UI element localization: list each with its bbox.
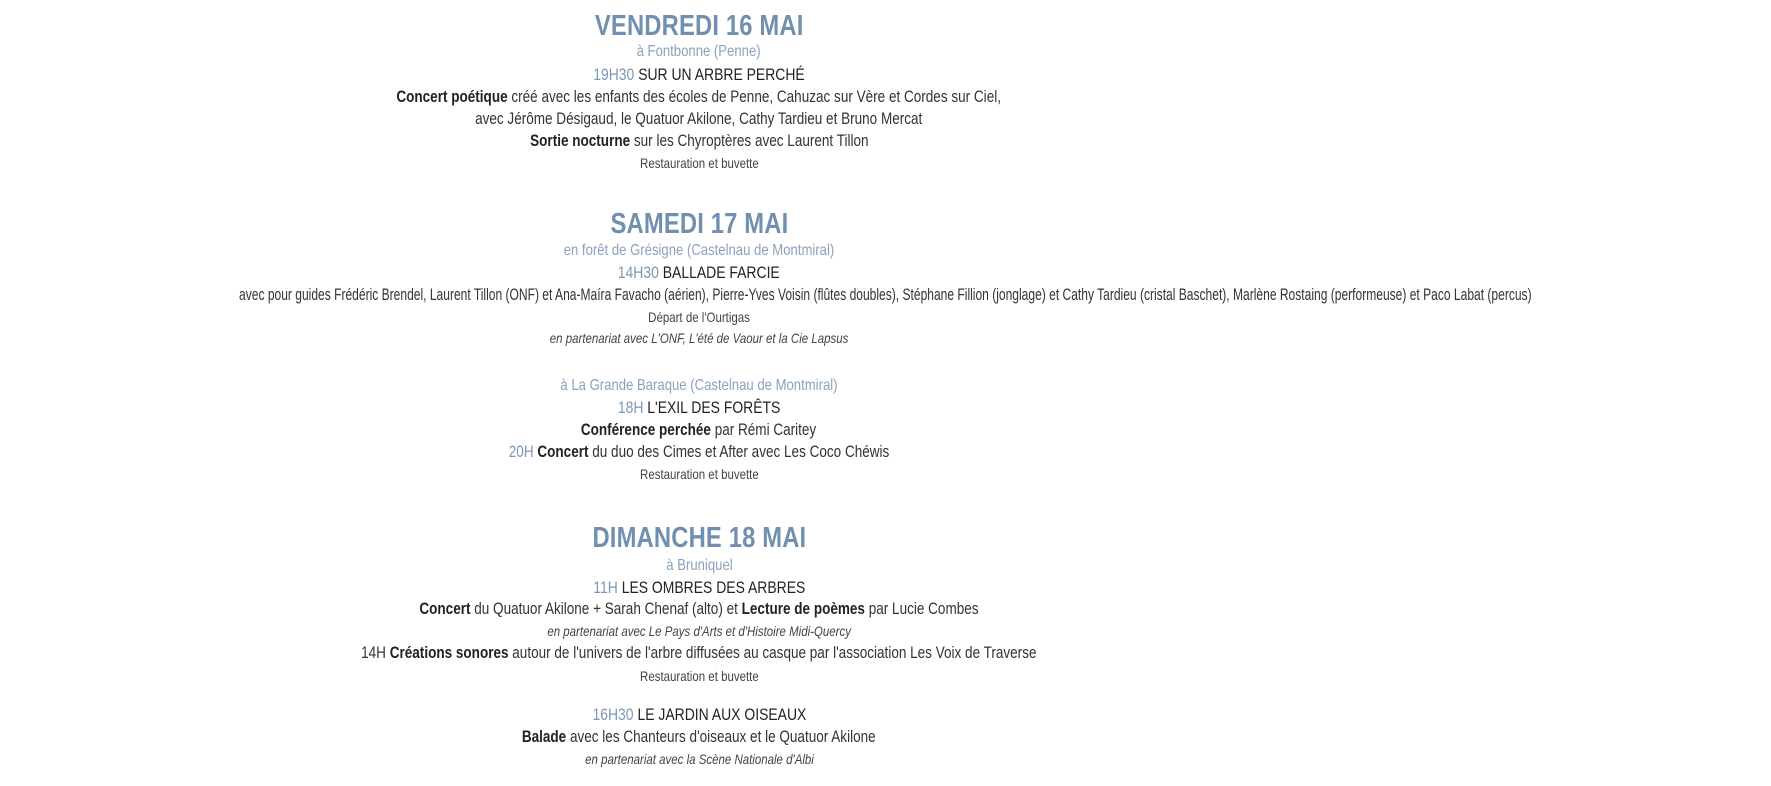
partner-note: en partenariat avec Le Pays d'Arts et d'Histoire Midi-Quercy xyxy=(547,623,851,639)
event-name: BALLADE FARCIE xyxy=(662,263,780,282)
catering-note: Restauration et buvette xyxy=(639,466,759,482)
venue-saturday: en forêt de Grésigne (Castelnau de Montmiral) xyxy=(563,242,835,259)
event-time: 18H xyxy=(617,398,644,417)
venue-friday: à Fontbonne (Penne) xyxy=(637,43,761,60)
event-type: Balade xyxy=(522,728,567,746)
event-type: Créations sonores xyxy=(389,644,509,662)
event-name: SUR UN ARBRE PERCHÉ xyxy=(638,65,805,84)
event-time: 16H30 xyxy=(592,705,634,724)
partner-note: en partenariat avec la Scène Nationale d'Albi xyxy=(584,751,814,767)
event-description: Sortie nocturne sur les Chyroptères avec Laurent Tillon xyxy=(529,132,869,150)
day-title-saturday: SAMEDI 17 MAI xyxy=(610,208,788,240)
event-description: Concert poétique créé avec les enfants des écoles de Penne, Cahuzac sur Vère et Cordes sur Ciel, xyxy=(396,88,1002,106)
event-description: Concert du Quatuor Akilone + Sarah Chenaf (alto) et Lecture de poèmes par Lucie Combes xyxy=(419,600,979,618)
event-title-sunday-2 xyxy=(0,705,1398,725)
catering-note: Restauration et buvette xyxy=(639,668,759,684)
departure-note: Départ de l'Ourtigas xyxy=(648,309,750,325)
event-name: L'EXIL DES FORÊTS xyxy=(647,398,781,417)
event-description: Balade avec les Chanteurs d'oiseaux et le Quatuor Akilone xyxy=(522,728,876,746)
event-time: 19H30 xyxy=(593,65,635,84)
event-type: Concert poétique xyxy=(396,88,508,106)
event-time: 20H xyxy=(508,443,534,461)
day-title-sunday: DIMANCHE 18 MAI xyxy=(592,522,806,554)
event-description: 14H Créations sonores autour de l'univers de l'arbre diffusées au casque par l'association Les Voix de Traverse xyxy=(361,644,1037,662)
event-description: avec pour guides Frédéric Brendel, Laurent Tillon (ONF) et Ana-Maíra Favacho (aérien), Pierre-Yves Voisin (flûtes doubles), Stéphane Fillion (jonglage) et Cathy Tardieu (cristal Baschet), Marlène Rostaing (performeuse) et Paco Labat (percus) xyxy=(239,286,1532,304)
catering-note: Restauration et buvette xyxy=(639,155,759,171)
event-type: Conférence perchée xyxy=(581,421,712,439)
event-time: 14H30 xyxy=(618,263,660,282)
event-description: 20H Concert du duo des Cimes et After avec Les Coco Chéwis xyxy=(508,443,890,461)
event-time: 11H xyxy=(592,578,618,597)
event-type: Lecture de poèmes xyxy=(741,600,866,618)
event-type: Sortie nocturne xyxy=(529,132,630,150)
event-description: Conférence perchée par Rémi Caritey xyxy=(581,421,817,439)
partner-note: en partenariat avec L'ONF, L'été de Vaour et la Cie Lapsus xyxy=(549,330,849,346)
event-title-saturday-2 xyxy=(0,398,1398,418)
event-time: 14H xyxy=(361,644,387,662)
event-title-sunday xyxy=(0,578,1398,598)
event-title-saturday xyxy=(0,263,1398,283)
event-description: avec Jérôme Désigaud, le Quatuor Akilone, Cathy Tardieu et Bruno Mercat xyxy=(475,110,923,128)
event-type: Concert xyxy=(537,443,589,461)
venue-sunday: à Bruniquel xyxy=(665,557,733,574)
event-title-friday xyxy=(0,65,1398,85)
event-type: Concert xyxy=(419,600,471,618)
event-name: LES OMBRES DES ARBRES xyxy=(621,578,806,597)
event-name: LE JARDIN AUX OISEAUX xyxy=(637,705,806,724)
day-title-friday: VENDREDI 16 MAI xyxy=(594,10,804,42)
venue-saturday-2: à La Grande Baraque (Castelnau de Montmiral) xyxy=(560,377,838,394)
